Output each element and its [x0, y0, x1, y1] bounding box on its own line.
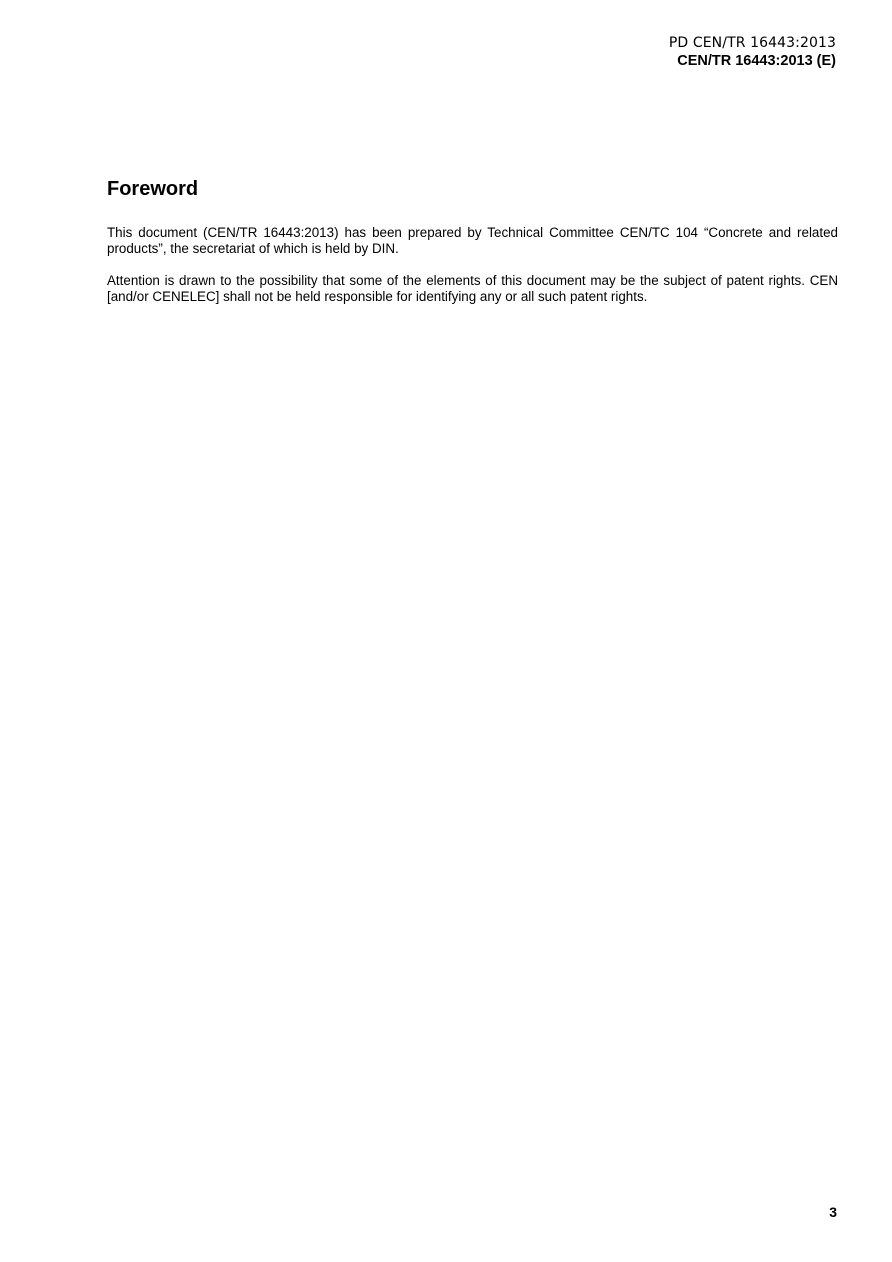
paragraph-prepared-by: This document (CEN/TR 16443:2013) has been prepared by Technical Committee CEN/TC 104 “Concrete and related products”, the secretariat of which is held by DIN.	[107, 225, 838, 256]
paragraph-patent-rights: Attention is drawn to the possibility that some of the elements of this document may be the subject of patent rights. CEN [and/or CENELEC] shall not be held responsible for identifying any or all such patent rights.	[107, 273, 838, 304]
section-title: Foreword	[107, 178, 199, 200]
page-number: 3	[829, 1204, 837, 1220]
document-reference-pd: PD CEN/TR 16443:2013	[668, 35, 836, 51]
document-reference-cen: CEN/TR 16443:2013 (E)	[677, 53, 836, 69]
foreword-body	[107, 225, 838, 321]
page-header	[669, 34, 836, 70]
